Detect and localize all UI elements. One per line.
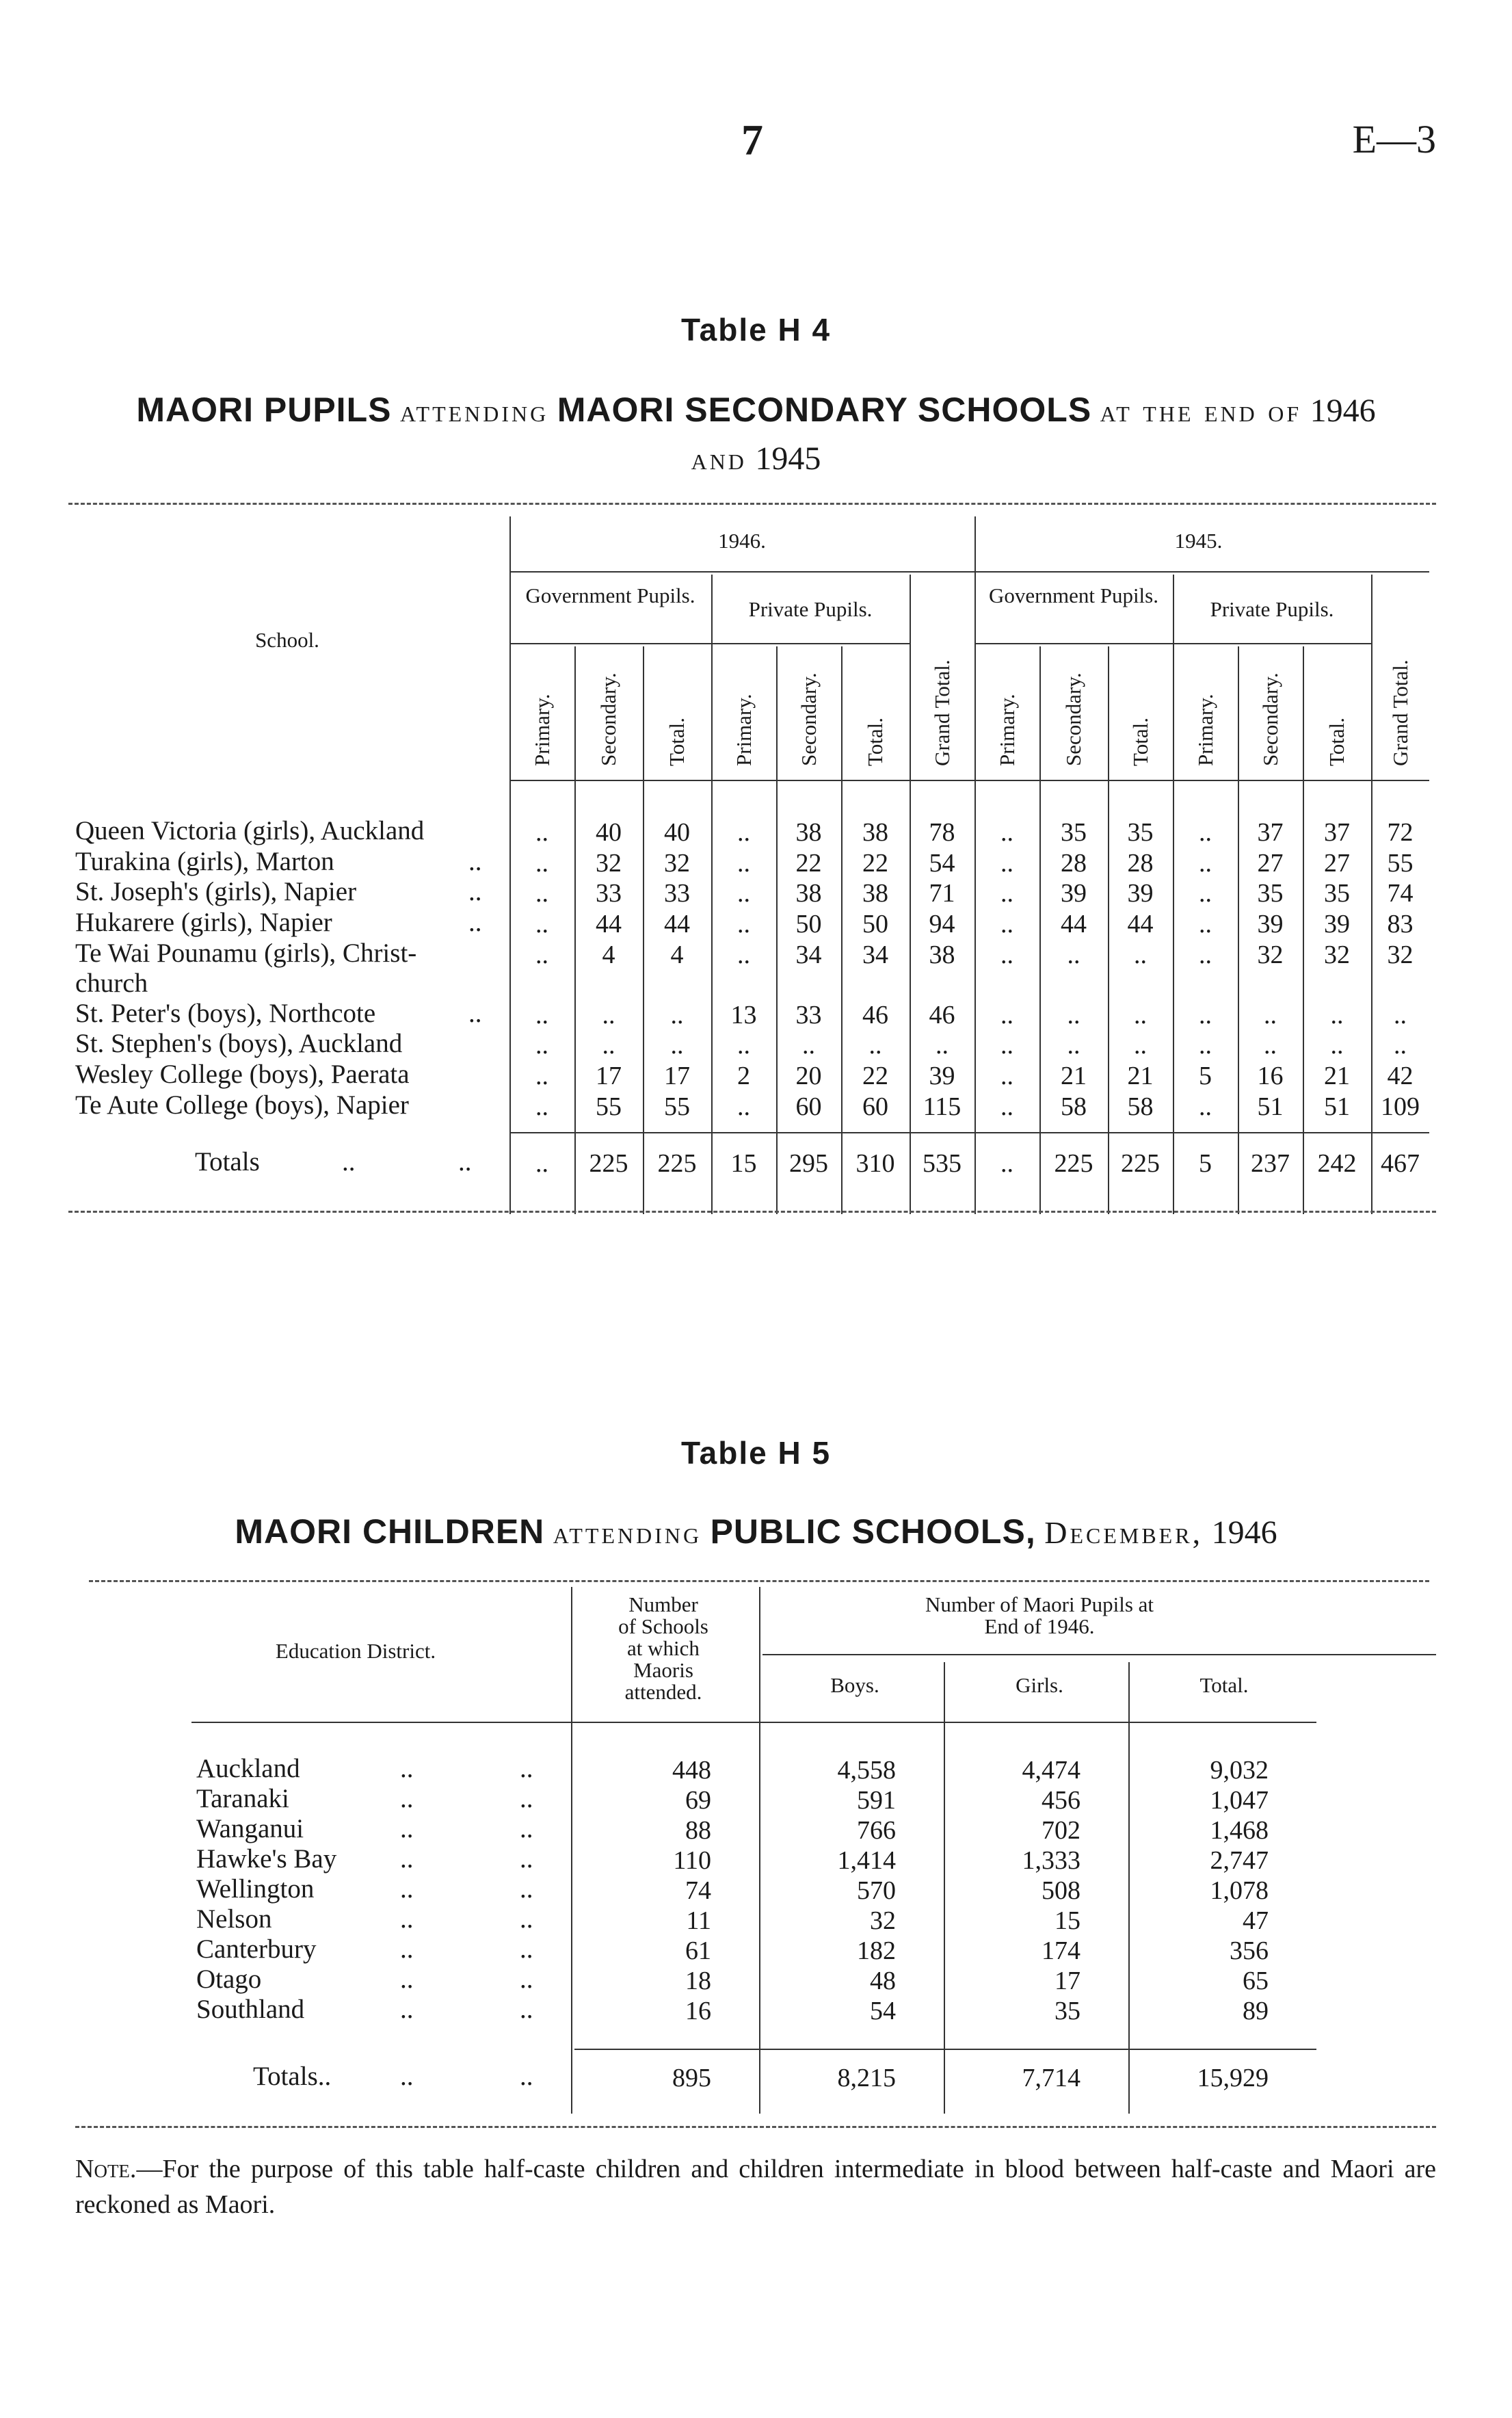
table-cell: ..: [1394, 1001, 1407, 1029]
heading-part: PUBLIC SCHOOLS,: [710, 1512, 1036, 1551]
table-row-boys: 48: [870, 1967, 896, 1995]
table-row-district: Wellington: [196, 1874, 315, 1904]
table-cell: 50: [862, 910, 888, 938]
girls-header: Girls.: [1016, 1673, 1063, 1697]
school-name-continued: church: [75, 969, 148, 998]
totals-boys: 8,215: [837, 2064, 896, 2092]
government-pupils-1945-header: Government Pupils.: [989, 583, 1158, 607]
table-h5-caption: Table H 5: [680, 1435, 832, 1471]
table-cell: 46: [862, 1001, 888, 1029]
table-cell: ..: [535, 818, 548, 847]
totals-cell: 295: [789, 1149, 828, 1178]
table-cell: 37: [1257, 818, 1284, 847]
leader-dots: ..: [400, 1934, 414, 1964]
leader-dots: ..: [520, 1844, 533, 1874]
table-cell: ..: [1000, 849, 1013, 878]
leader-dots: ..: [468, 999, 482, 1028]
school-name: Hukarere (girls), Napier: [75, 908, 332, 937]
table-cell: ..: [868, 1031, 882, 1060]
school-name: Turakina (girls), Marton: [75, 847, 334, 876]
column-header-total: Total.: [665, 717, 689, 766]
table-cell: 35: [1127, 818, 1154, 847]
table-cell: 39: [929, 1062, 955, 1090]
table-cell: ..: [936, 1031, 949, 1060]
totals-cell: ..: [1000, 1149, 1013, 1178]
table-row-schools: 11: [686, 1906, 711, 1935]
table-cell: ..: [670, 1001, 684, 1029]
school-name: Te Aute College (boys), Napier: [75, 1090, 409, 1120]
table-row-girls: 1,333: [1022, 1846, 1080, 1875]
table-row-girls: 4,474: [1022, 1756, 1080, 1785]
totals-cell: 310: [856, 1149, 895, 1178]
table-cell: 94: [929, 910, 955, 938]
table-cell: 21: [1127, 1062, 1154, 1090]
table-cell: 35: [1061, 818, 1087, 847]
table-row-girls: 174: [1042, 1936, 1080, 1965]
leader-dots: ..: [400, 1874, 414, 1904]
table-cell: 55: [664, 1092, 690, 1121]
table-cell: 4: [602, 941, 615, 969]
heading-part: attending: [399, 393, 549, 428]
totals-cell: ..: [535, 1149, 548, 1178]
table-cell: 33: [596, 879, 622, 908]
column-header-secondary: Secondary.: [796, 672, 821, 766]
table-cell: ..: [1134, 941, 1147, 969]
leader-dots: ..: [400, 1995, 414, 2024]
table-row-total: 1,047: [1210, 1786, 1269, 1815]
table-cell: 38: [862, 879, 888, 908]
table-h5-heading: [0, 1512, 1512, 1551]
table-cell: 83: [1387, 910, 1414, 938]
column-header-primary: Primary.: [731, 694, 756, 766]
table-cell: 72: [1387, 818, 1414, 847]
table-cell: 4: [670, 941, 684, 969]
table-cell: 44: [1061, 910, 1087, 938]
table-cell: ..: [737, 1092, 750, 1121]
rule: [68, 503, 1436, 505]
table-cell: ..: [535, 849, 548, 878]
school-name: Queen Victoria (girls), Auckland: [75, 816, 425, 845]
table-cell: 78: [929, 818, 955, 847]
table-cell: ..: [1000, 1001, 1013, 1029]
leader-dots: ..: [342, 1147, 356, 1177]
table-row-district: Otago: [196, 1964, 262, 1994]
column-header-grand_total: Grand Total.: [1388, 659, 1412, 766]
private-pupils-1945-header: Private Pupils.: [1210, 597, 1334, 621]
table-cell: ..: [1000, 879, 1013, 908]
table-cell: ..: [737, 849, 750, 878]
footnote: [75, 2151, 1436, 2222]
horizontal-rule: [762, 1654, 1436, 1655]
table-cell: 58: [1061, 1092, 1087, 1121]
table-cell: ..: [670, 1031, 684, 1060]
table-cell: ..: [1067, 1031, 1080, 1060]
header-line: attended.: [624, 1680, 702, 1704]
leader-dots: ..: [400, 1844, 414, 1874]
table-cell: ..: [1199, 849, 1212, 878]
table-cell: ..: [737, 910, 750, 938]
table-cell: 44: [596, 910, 622, 938]
table-cell: 22: [862, 849, 888, 878]
table-cell: 28: [1061, 849, 1087, 878]
leader-dots: ..: [520, 1784, 533, 1813]
table-cell: ..: [1134, 1031, 1147, 1060]
table-cell: ..: [802, 1031, 815, 1060]
leader-dots: ..: [468, 847, 482, 876]
table-row-girls: 35: [1055, 1997, 1080, 2025]
table-cell: 35: [1257, 879, 1284, 908]
column-header-total: Total.: [1325, 717, 1349, 766]
table-cell: 17: [596, 1062, 622, 1090]
table-cell: 28: [1127, 849, 1154, 878]
table-row-girls: 508: [1042, 1876, 1080, 1905]
leader-dots: ..: [520, 1754, 533, 1783]
table-cell: 32: [1387, 941, 1414, 969]
horizontal-rule: [191, 1722, 1316, 1723]
totals-label: Totals..: [253, 2062, 332, 2091]
table-row-district: Southland: [196, 1995, 305, 2024]
heading-part: MAORI SECONDARY SCHOOLS: [557, 391, 1092, 429]
leader-dots: ..: [458, 1147, 472, 1177]
table-cell: 17: [664, 1062, 690, 1090]
heading-part: at the end of: [1100, 393, 1302, 428]
table-cell: ..: [602, 1031, 615, 1060]
note-label: Note.: [75, 2155, 137, 2183]
table-row-boys: 4,558: [837, 1756, 896, 1785]
table-cell: 46: [929, 1001, 955, 1029]
table-row-schools: 61: [685, 1936, 711, 1965]
table-cell: 39: [1324, 910, 1350, 938]
totals-cell: 225: [1054, 1149, 1093, 1178]
table-cell: 32: [664, 849, 690, 878]
heading-part: MAORI CHILDREN: [235, 1512, 545, 1551]
table-row-boys: 182: [857, 1936, 896, 1965]
leader-dots: ..: [400, 1904, 414, 1934]
table-cell: 40: [664, 818, 690, 847]
table-h4-caption: Table H 4: [680, 312, 832, 347]
table-cell: 22: [795, 849, 822, 878]
rule: [89, 1580, 1429, 1582]
leader-dots: ..: [400, 1784, 414, 1813]
table-cell: 33: [664, 879, 690, 908]
table-cell: ..: [1199, 910, 1212, 938]
private-pupils-1946-header: Private Pupils.: [748, 597, 873, 621]
table-cell: 60: [862, 1092, 888, 1121]
table-row-total: 47: [1243, 1906, 1269, 1935]
table-cell: 16: [1257, 1062, 1284, 1090]
table-cell: 35: [1324, 879, 1350, 908]
totals-girls: 7,714: [1022, 2064, 1080, 2092]
table-cell: 13: [730, 1001, 757, 1029]
totals-cell: 5: [1199, 1149, 1212, 1178]
table-cell: 50: [795, 910, 822, 938]
table-cell: 5: [1199, 1062, 1212, 1090]
table-cell: 27: [1257, 849, 1284, 878]
table-row-schools: 110: [673, 1846, 711, 1875]
table-row-schools: 74: [685, 1876, 711, 1905]
table-cell: 39: [1257, 910, 1284, 938]
heading-part: 1946: [1211, 1514, 1277, 1551]
year-1946-header: 1946.: [718, 529, 766, 553]
table-row-total: 1,078: [1210, 1876, 1269, 1905]
table-cell: 38: [929, 941, 955, 969]
table-cell: ..: [535, 1031, 548, 1060]
table-cell: ..: [535, 910, 548, 938]
table-cell: 54: [929, 849, 955, 878]
heading-part: December,: [1044, 1515, 1204, 1550]
table-cell: ..: [535, 1092, 548, 1121]
table-cell: ..: [602, 1001, 615, 1029]
header-line: Number: [628, 1592, 698, 1616]
school-name: Te Wai Pounamu (girls), Christ-: [75, 938, 417, 968]
heading-part: 1946: [1310, 393, 1376, 429]
table-cell: 32: [1257, 941, 1284, 969]
heading-part: MAORI PUPILS: [136, 391, 392, 429]
totals-cell: 225: [1121, 1149, 1160, 1178]
table-cell: 38: [795, 818, 822, 847]
table-row-total: 65: [1243, 1967, 1269, 1995]
school-name: Wesley College (boys), Paerata: [75, 1060, 410, 1089]
number-of-maori-pupils-header: [762, 1594, 1316, 1638]
table-cell: 38: [862, 818, 888, 847]
total-header: Total.: [1199, 1673, 1249, 1697]
table-cell: ..: [1000, 1062, 1013, 1090]
table-cell: 33: [795, 1001, 822, 1029]
table-cell: ..: [535, 941, 548, 969]
table-cell: ..: [737, 818, 750, 847]
table-cell: 22: [862, 1062, 888, 1090]
table-cell: ..: [1199, 879, 1212, 908]
leader-dots: ..: [468, 877, 482, 906]
horizontal-rule: [509, 571, 1429, 573]
table-cell: ..: [737, 1031, 750, 1060]
table-row-boys: 54: [870, 1997, 896, 2025]
table-row-schools: 448: [672, 1756, 711, 1785]
table-cell: ..: [1067, 1001, 1080, 1029]
table-row-district: Canterbury: [196, 1934, 317, 1964]
table-cell: 51: [1324, 1092, 1350, 1121]
education-district-header: Education District.: [275, 1639, 436, 1663]
table-cell: ..: [1330, 1031, 1344, 1060]
table-cell: ..: [1199, 818, 1212, 847]
heading-part: 1945: [755, 441, 821, 477]
table-cell: ..: [535, 879, 548, 908]
table-row-schools: 18: [685, 1967, 711, 1995]
table-cell: 34: [862, 941, 888, 969]
header-line: at which: [627, 1636, 700, 1660]
table-row-boys: 766: [857, 1816, 896, 1845]
table-cell: 60: [795, 1092, 822, 1121]
heading-part: attending: [553, 1515, 702, 1550]
table-cell: 55: [1387, 849, 1414, 878]
school-name: St. Stephen's (boys), Auckland: [75, 1029, 403, 1058]
table-cell: ..: [1000, 818, 1013, 847]
table-row-total: 89: [1243, 1997, 1269, 2025]
table-cell: ..: [1264, 1031, 1277, 1060]
totals-cell: 535: [923, 1149, 961, 1178]
table-cell: ..: [1199, 941, 1212, 969]
column-header-total: Total.: [1128, 717, 1152, 766]
boys-header: Boys.: [830, 1673, 879, 1697]
table-cell: 34: [795, 941, 822, 969]
table-cell: 109: [1381, 1092, 1420, 1121]
table-row-boys: 570: [857, 1876, 896, 1905]
table-cell: ..: [1199, 1031, 1212, 1060]
table-cell: ..: [535, 1001, 548, 1029]
table-row-boys: 591: [857, 1786, 896, 1815]
table-cell: 2: [737, 1062, 750, 1090]
totals-cell: 467: [1381, 1149, 1420, 1178]
table-cell: 32: [1324, 941, 1350, 969]
leader-dots: ..: [520, 1934, 533, 1964]
table-row-total: 1,468: [1210, 1816, 1269, 1845]
leader-dots: ..: [520, 1904, 533, 1934]
table-row-district: Nelson: [196, 1904, 272, 1934]
table-cell: 58: [1127, 1092, 1154, 1121]
table-cell: 21: [1324, 1062, 1350, 1090]
year-1945-header: 1945.: [1174, 529, 1223, 553]
table-row-schools: 16: [685, 1997, 711, 2025]
government-pupils-1946-header: Government Pupils.: [525, 583, 695, 607]
table-cell: ..: [1330, 1001, 1344, 1029]
table-cell: ..: [1264, 1001, 1277, 1029]
table-row-boys: 1,414: [837, 1846, 896, 1875]
table-row-district: Hawke's Bay: [196, 1844, 337, 1874]
table-cell: 74: [1387, 879, 1414, 908]
column-header-secondary: Secondary.: [1061, 672, 1085, 766]
table-cell: 55: [596, 1092, 622, 1121]
header-line: Maoris: [633, 1658, 693, 1682]
page-number: 7: [741, 116, 763, 164]
table-cell: 44: [664, 910, 690, 938]
table-cell: 44: [1127, 910, 1154, 938]
totals-cell: 15: [730, 1149, 757, 1178]
header-line: of Schools: [618, 1614, 708, 1638]
horizontal-rule: [509, 1132, 1429, 1133]
table-row-schools: 69: [685, 1786, 711, 1815]
table-cell: 38: [795, 879, 822, 908]
table-cell: 71: [929, 879, 955, 908]
column-header-secondary: Secondary.: [1258, 672, 1282, 766]
totals-cell: 225: [589, 1149, 628, 1178]
leader-dots: ..: [520, 1814, 533, 1843]
table-cell: ..: [1199, 1092, 1212, 1121]
table-h4-heading: [0, 390, 1512, 430]
school-name: St. Peter's (boys), Northcote: [75, 999, 376, 1028]
table-row-girls: 702: [1042, 1816, 1080, 1845]
school-name: St. Joseph's (girls), Napier: [75, 877, 357, 906]
table-cell: ..: [1000, 1092, 1013, 1121]
school-column-header: School.: [255, 628, 319, 652]
table-row-total: 9,032: [1210, 1756, 1269, 1785]
header-line: End of 1946.: [984, 1614, 1095, 1638]
column-header-primary: Primary.: [1193, 694, 1217, 766]
table-cell: 27: [1324, 849, 1350, 878]
report-id: E—3: [1352, 117, 1436, 161]
table-h4-heading-line2: [0, 438, 1512, 477]
rule: [68, 1211, 1436, 1213]
totals-total: 15,929: [1197, 2064, 1269, 2092]
table-row-district: Wanganui: [196, 1814, 304, 1843]
rule: [75, 2126, 1436, 2128]
table-row-boys: 32: [870, 1906, 896, 1935]
column-header-primary: Primary.: [994, 694, 1019, 766]
table-cell: ..: [1134, 1001, 1147, 1029]
leader-dots: ..: [520, 1995, 533, 2024]
horizontal-rule: [574, 2049, 1316, 2050]
table-cell: 39: [1061, 879, 1087, 908]
totals-cell: 237: [1251, 1149, 1290, 1178]
table-cell: ..: [1067, 941, 1080, 969]
totals-cell: 225: [657, 1149, 697, 1178]
leader-dots: ..: [520, 1874, 533, 1904]
table-cell: 40: [596, 818, 622, 847]
totals-schools: 895: [672, 2064, 711, 2092]
table-cell: ..: [1000, 1031, 1013, 1060]
table-cell: ..: [1000, 941, 1013, 969]
table-cell: 39: [1127, 879, 1154, 908]
number-of-schools-header: [574, 1594, 752, 1703]
table-cell: ..: [1000, 910, 1013, 938]
column-header-secondary: Secondary.: [596, 672, 620, 766]
note-text: —For the purpose of this table half-caste children and children intermediate in blood between half-caste and Maori are reckoned as Maori.: [75, 2155, 1436, 2219]
table-cell: 20: [795, 1062, 822, 1090]
table-cell: ..: [1394, 1031, 1407, 1060]
horizontal-rule: [509, 643, 910, 644]
totals-cell: 242: [1317, 1149, 1357, 1178]
column-header-total: Total.: [863, 717, 887, 766]
horizontal-rule: [509, 780, 1429, 781]
leader-dots: ..: [400, 1754, 414, 1783]
table-cell: 21: [1061, 1062, 1087, 1090]
table-row-girls: 15: [1055, 1906, 1080, 1935]
column-header-grand_total: Grand Total.: [929, 659, 954, 766]
header-line: Number of Maori Pupils at: [925, 1592, 1154, 1616]
leader-dots: ..: [468, 908, 482, 937]
leader-dots: ..: [520, 2062, 533, 2091]
table-cell: ..: [737, 941, 750, 969]
leader-dots: ..: [520, 1964, 533, 1994]
table-row-schools: 88: [685, 1816, 711, 1845]
leader-dots: ..: [400, 1814, 414, 1843]
table-row-district: Taranaki: [196, 1784, 289, 1813]
table-cell: ..: [737, 879, 750, 908]
leader-dots: ..: [400, 1964, 414, 1994]
table-row-girls: 17: [1055, 1967, 1080, 1995]
leader-dots: ..: [400, 2062, 414, 2091]
table-cell: ..: [535, 1062, 548, 1090]
totals-label: Totals: [195, 1147, 260, 1177]
table-cell: 32: [596, 849, 622, 878]
table-row-district: Auckland: [196, 1754, 300, 1783]
table-cell: 115: [923, 1092, 961, 1121]
table-row-total: 2,747: [1210, 1846, 1269, 1875]
table-cell: 37: [1324, 818, 1350, 847]
table-row-total: 356: [1230, 1936, 1269, 1965]
table-row-girls: 456: [1042, 1786, 1080, 1815]
table-cell: 42: [1387, 1062, 1414, 1090]
table-cell: ..: [1199, 1001, 1212, 1029]
heading-part: and: [691, 441, 747, 476]
table-cell: 51: [1257, 1092, 1284, 1121]
column-header-primary: Primary.: [529, 694, 554, 766]
